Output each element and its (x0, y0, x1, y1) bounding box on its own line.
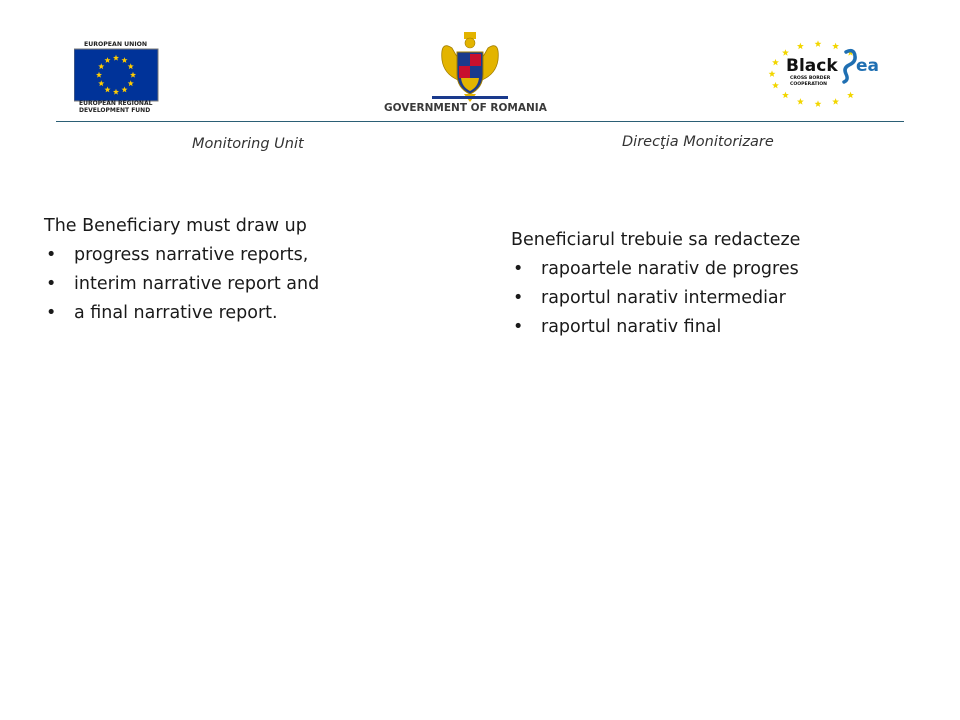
romanian-intro: Beneficiarul trebuie sa redacteze (511, 230, 801, 250)
seahorse-icon (844, 51, 855, 82)
star-icon (782, 92, 789, 99)
black-sea-logo-sub2: COOPERATION (790, 82, 828, 87)
romanian-bullet-text: raportul narativ intermediar (541, 288, 786, 308)
list-item (511, 255, 931, 284)
romanian-text-column (511, 226, 931, 342)
star-icon (772, 59, 779, 66)
star-icon (815, 40, 822, 47)
english-bullet-list (44, 241, 444, 328)
eu-logo (74, 38, 174, 113)
directia-monitorizare-caption: Direcţia Monitorizare (622, 134, 774, 150)
list-item (44, 241, 444, 270)
star-icon (769, 70, 776, 77)
black-sea-cbc-logo (766, 38, 888, 110)
header-divider (56, 121, 904, 122)
bullet-icon: • (46, 274, 57, 294)
bullet-icon: • (46, 245, 57, 265)
star-icon (772, 82, 779, 89)
bullet-icon: • (513, 288, 524, 308)
black-sea-logo-word1: Black (786, 56, 838, 76)
bullet-icon: • (513, 259, 524, 279)
romanian-bullet-text: raportul narativ final (541, 317, 722, 337)
star-icon (797, 98, 804, 105)
romanian-bullet-list (511, 255, 931, 342)
star-icon (782, 49, 789, 56)
eu-logo-line3: DEVELOPMENT FUND (79, 107, 151, 113)
black-sea-logo-sub1: CROSS BORDER (790, 76, 831, 81)
logo-bar (432, 96, 508, 99)
star-icon (832, 98, 839, 105)
english-bullet-text: a final narrative report. (74, 303, 278, 323)
list-item (44, 299, 444, 328)
english-text-column (44, 212, 444, 328)
bullet-icon: • (46, 303, 57, 323)
english-bullet-text: interim narrative report and (74, 274, 320, 294)
monitoring-unit-caption: Monitoring Unit (192, 136, 304, 152)
list-item (511, 313, 931, 342)
eagle-head (465, 38, 475, 48)
romania-logo-text: GOVERNMENT OF ROMANIA (384, 102, 547, 114)
eu-logo-line2: EUROPEAN REGIONAL (79, 100, 153, 107)
list-item (44, 270, 444, 299)
romanian-bullet-text: rapoartele narativ de progres (541, 259, 799, 279)
bullet-icon: • (513, 317, 524, 337)
eu-logo-line1: EUROPEAN UNION (84, 41, 148, 48)
list-item (511, 284, 931, 313)
romania-government-logo (382, 30, 558, 114)
english-intro: The Beneficiary must draw up (44, 216, 307, 236)
star-icon (815, 100, 822, 107)
black-sea-logo-word2: ea (856, 56, 880, 76)
star-icon (832, 43, 839, 50)
english-bullet-text: progress narrative reports, (74, 245, 309, 265)
star-icon (797, 43, 804, 50)
star-icon (847, 92, 854, 99)
